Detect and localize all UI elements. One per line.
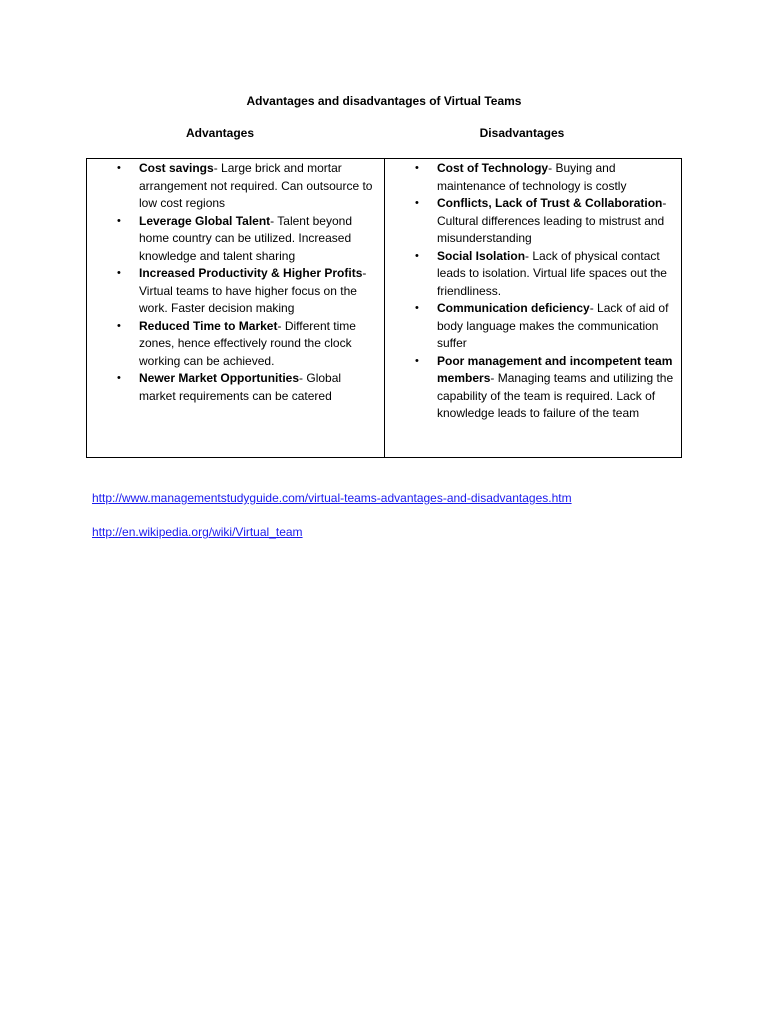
item-term: Newer Market Opportunities	[139, 371, 300, 385]
disadvantages-list	[385, 160, 681, 423]
list-item	[385, 300, 681, 353]
bullet-icon: •	[117, 214, 121, 227]
advantages-cell	[87, 159, 385, 457]
item-text: - Talent beyond home country can be utilized. Increased knowledge and talent sharing	[139, 213, 352, 263]
item-term: Cost of Technology	[437, 161, 549, 175]
item-text: - Managing teams and utilizing the capability of the team is required. Lack of knowledge leads to failure of the team	[437, 371, 674, 420]
bullet-icon: •	[415, 354, 419, 367]
item-term: Conflicts, Lack of Trust & Collaboration	[437, 196, 663, 210]
advantages-header: Advantages	[185, 126, 255, 140]
bullet-icon: •	[117, 319, 121, 332]
bullet-icon: •	[415, 197, 419, 209]
link-wikipedia[interactable]: http://en.wikipedia.org/wiki/Virtual_team	[92, 525, 303, 539]
list-item	[385, 353, 681, 423]
item-text: - Virtual teams to have higher focus on the work. Faster decision making	[139, 266, 367, 315]
disadvantages-header: Disadvantages	[479, 126, 565, 140]
item-text: - Buying and maintenance of technology is costly	[437, 161, 627, 193]
bullet-icon: •	[415, 162, 419, 174]
item-text: - Lack of aid of body language makes the communication suffer	[437, 301, 669, 350]
item-term: Poor management and incompetent team members	[437, 353, 673, 385]
list-item	[87, 160, 384, 213]
list-item	[87, 265, 384, 318]
bullet-icon: •	[117, 267, 121, 279]
bullet-icon: •	[415, 249, 419, 262]
list-item	[87, 213, 384, 266]
bullet-icon: •	[415, 302, 419, 314]
item-text: - Cultural differences leading to mistrust and misunderstanding	[437, 196, 667, 245]
advantages-list	[87, 160, 384, 405]
bullet-icon: •	[117, 372, 121, 384]
link-managementstudyguide[interactable]: http://www.managementstudyguide.com/virtual-teams-advantages-and-disadvantages.htm	[92, 491, 572, 505]
disadvantages-cell	[385, 159, 681, 457]
item-term: Cost savings	[139, 161, 214, 175]
bullet-icon: •	[117, 162, 121, 174]
page-title: Advantages and disadvantages of Virtual Teams	[246, 94, 522, 108]
item-term: Social Isolation	[437, 248, 526, 263]
item-text: - Lack of physical contact leads to isolation. Virtual life spaces out the friendliness.	[437, 248, 667, 298]
list-item	[385, 160, 681, 195]
item-text: - Different time zones, hence effectively round the clock working can be achieved.	[139, 318, 356, 368]
item-term: Increased Productivity & Higher Profits	[139, 266, 363, 280]
comparison-table	[86, 158, 682, 458]
item-text: - Global market requirements can be catered	[139, 371, 342, 403]
list-item	[87, 370, 384, 405]
item-term: Communication deficiency	[437, 301, 590, 315]
item-term: Reduced Time to Market	[139, 318, 278, 333]
list-item	[385, 195, 681, 248]
item-term: Leverage Global Talent	[139, 213, 271, 228]
item-text: - Large brick and mortar arrangement not required. Can outsource to low cost regions	[139, 161, 373, 210]
list-item	[87, 318, 384, 371]
list-item	[385, 248, 681, 301]
